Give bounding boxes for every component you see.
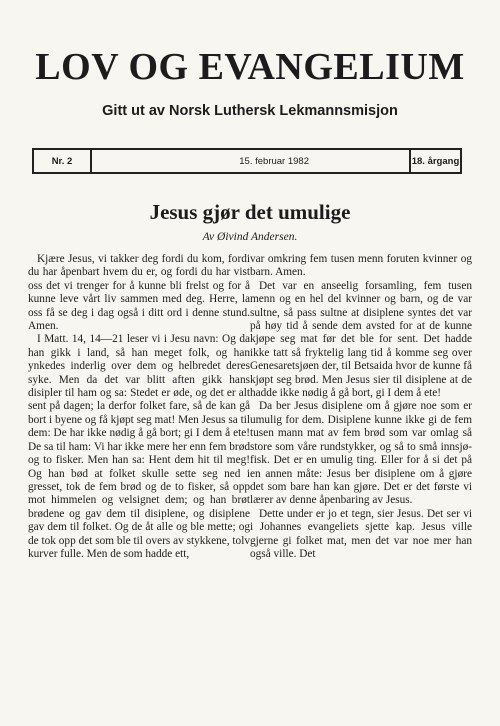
paragraph: Dette under er jo et tegn, sier Jesus. Det ser vi i Johannes evangeliets sjette kap. Jesus ville gjerne gi folket mat, men det var noe mer han også ville. Det (250, 507, 472, 560)
publisher-line: Gitt ut av Norsk Luthersk Lekmannsmisjon (102, 103, 398, 119)
article-title: Jesus gjør det umulige (149, 200, 351, 224)
article-column-left (28, 253, 250, 561)
issue-number: Nr. 2 (32, 150, 92, 172)
paragraph: Det var en anseelig forsamling, fem tusen menn og en hel del kvinner og barn, og de var sultne, så pass sultne at disiplene syntes det var på høy tid å sende dem avsted for at de kunne kjøpe seg mat før det ble for sent. Det hadde ikke tatt så fryktelig lang tid å komme seg over Genesaretsjøen der, til Betsaida hvor de kunne få kjøpt seg brød. Men Jesus sier til disiplene at de hadde ikke nødig å gå bort, gi I dem å ete! (250, 279, 472, 400)
article-column-right (250, 253, 472, 561)
issue-date: 15. februar 1982 (239, 155, 309, 167)
paragraph: Da ber Jesus disiplene om å gjøre noe som er umulig for dem. Disiplene kunne ikke gi de fem tusen mann mat av fem brød som var omlag så store som våre rundstykker, og så to små innsjø-fisk. Det er en umulig ting. Eller for å si det på en annen måte: Jesus ber disiplene om å gjøre det som bare han kan gjøre. Det er det første vi lærer av denne åpenbaring av Jesus. (250, 400, 472, 507)
paragraph: Kjære Jesus, vi takker deg fordi du kom, fordi du har åpenbart hvem du er, og fordi du har vist oss det vi trenger for å kunne bli frelst og for å kunne leve vårt liv sammen med deg. Herre, la oss få se deg i dag også i ditt ord i denne stund. Amen. (28, 253, 250, 333)
masthead-title: LOV OG EVANGELIUM (35, 46, 465, 88)
article-byline: Av Øivind Andersen. (202, 231, 298, 243)
issue-info-bar (32, 148, 462, 174)
issue-volume: 18. årgang (409, 150, 462, 172)
paragraph: var omkring fem tusen menn foruten kvinner og barn. Amen. (250, 253, 472, 279)
paragraph: I Matt. 14, 14—21 leser vi i Jesu navn: Og da han gikk i land, så han meget folk, og han ynkedes inderlig over dem og helbredet deres syke. Men da det var blitt aften gikk hans disipler til ham og sa: Stedet er øde, og det er alt sent på dagen; la derfor folket fare, så de kan gå bort i byene og få kjøpt seg mat! Men Jesus sa til dem: De har ikke nødig å gå bort; gi I dem å ete! De sa til ham: Vi har ikke mere her enn fem brød og to fisker. Men han sa: Hent dem hit til meg! Og han bød at folket skulle sette seg ned i gresset, tok de fem brød og de to fisker, så opp mot himmelen og velsignet dem; og han brøt brødene og gav dem til disiplene, og disiplene gav dem til folket. Og de åt alle og ble mette; og de tok opp det som ble til overs av stykkene, tolv kurver fulle. Men de som hadde ett, (28, 333, 250, 560)
